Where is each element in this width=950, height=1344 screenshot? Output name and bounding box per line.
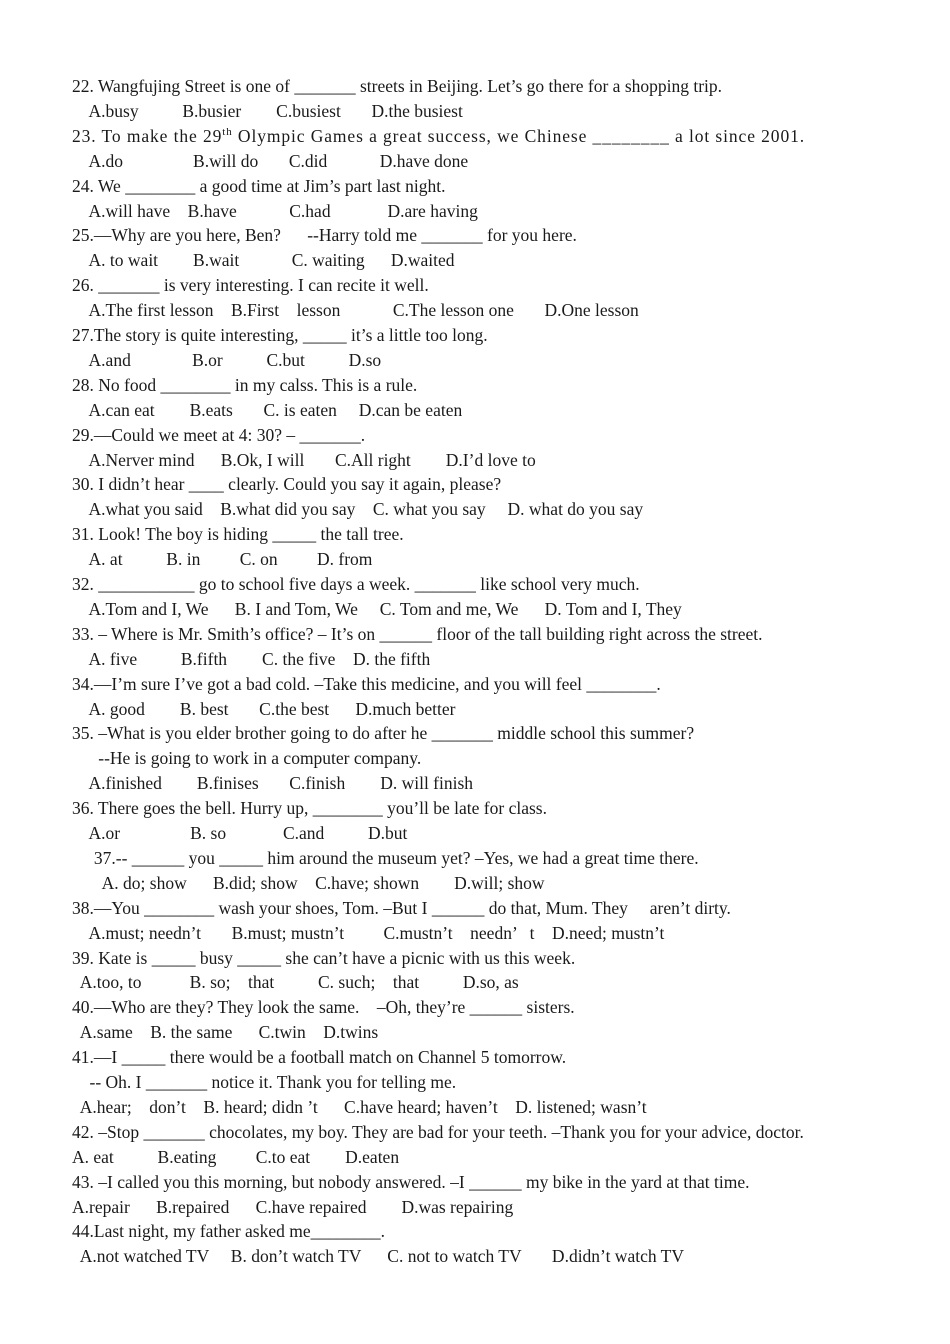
answer-options: A.busy B.busier C.busiest D.the busiest — [72, 100, 463, 121]
question-text: 22. Wangfujing Street is one of _______ streets in Beijing. Let’s go there for a shopping trip. — [72, 76, 723, 96]
answer-options: A.can eat B.eats C. is eaten D.can be eaten — [72, 399, 463, 420]
answer-options: A.The first lesson B.First lesson C.The lesson one D.One lesson — [72, 300, 639, 321]
question-text: 32. ___________ go to school five days a week. _______ like school very much. — [72, 574, 640, 594]
answer-options: A.must; needn’t B.must; mustn’t C.mustn’t needn’ t D.need; mustn’t — [72, 922, 665, 943]
question-text: 38.—You ________ wash your shoes, Tom. –But I ______ do that, Mum. They aren’t dirty. — [72, 897, 731, 918]
answer-options: A. good B. best C.the best D.much better — [72, 698, 456, 719]
question-text: 34.—I’m sure I’ve got a bad cold. –Take this medicine, and you will feel ________. — [72, 673, 661, 694]
question-text: 31. Look! The boy is hiding _____ the tall tree. — [72, 524, 404, 545]
answer-options: A. to wait B.wait C. waiting D.waited — [72, 250, 455, 271]
question-text-part: Olympic Games a great success, we Chinese ________ a lot since 2001. — [232, 125, 806, 146]
question-text: 26. _______ is very interesting. I can recite it well. — [72, 275, 429, 296]
question-text: 29.—Could we meet at 4: 30? – _______. — [72, 424, 366, 445]
answer-options: A. do; show B.did; show C.have; shown D.will; show — [72, 872, 545, 893]
answer-options: A.too, to B. so; that C. such; that D.so, as — [72, 972, 519, 993]
answer-options: A.hear; don’t B. heard; didn ’t C.have heard; haven’t D. listened; wasn’t — [72, 1096, 647, 1117]
question-text: 39. Kate is _____ busy _____ she can’t have a picnic with us this week. — [72, 947, 576, 968]
answer-options: A.will have B.have C.had D.are having — [72, 200, 478, 221]
question-text: 44.Last night, my father asked me________. — [72, 1221, 385, 1242]
answer-options: A.do B.will do C.did D.have done — [72, 150, 469, 171]
answer-options: A. at B. in C. on D. from — [72, 549, 373, 570]
question-text: 27.The story is quite interesting, _____ it’s a little too long. — [72, 325, 488, 345]
answer-options: A.and B.or C.but D.so — [72, 349, 382, 370]
question-text: 40.—Who are they? They look the same. –Oh, they’re ______ sisters. — [72, 997, 575, 1018]
answer-options: A. eat B.eating C.to eat D.eaten — [72, 1146, 400, 1167]
answer-options: A.same B. the same C.twin D.twins — [72, 1022, 379, 1043]
answer-options: A.finished B.finises C.finish D. will finish — [72, 773, 474, 794]
question-text: 30. I didn’t hear ____ clearly. Could you say it again, please? — [72, 474, 502, 495]
question-text: 35. –What is you elder brother going to do after he _______ middle school this summer? — [72, 723, 695, 744]
answer-options: A.what you said B.what did you say C. what you say D. what do you say — [72, 499, 644, 520]
answer-options: A.or B. so C.and D.but — [72, 823, 408, 843]
question-text-part: 23. To make the 29 — [72, 125, 223, 146]
question-text: 28. No food ________ in my calss. This is a rule. — [72, 374, 418, 395]
answer-options: A.Tom and I, We B. I and Tom, We C. Tom and me, We D. Tom and I, They — [72, 598, 682, 619]
question-text — [72, 124, 805, 148]
answer-options: A.Nerver mind B.Ok, I will C.All right D.I’d love to — [72, 449, 536, 470]
ordinal-superscript: th — [222, 125, 233, 138]
question-text: 33. – Where is Mr. Smith’s office? – It’s on ______ floor of the tall building right across the street. — [72, 623, 763, 644]
question-text: 36. There goes the bell. Hurry up, ________ you’ll be late for class. — [72, 798, 547, 819]
question-text: 24. We ________ a good time at Jim’s part last night. — [72, 175, 446, 196]
question-text: 37.-- ______ you _____ him around the museum yet? –Yes, we had a great time there. — [72, 847, 699, 868]
question-text: 42. –Stop _______ chocolates, my boy. They are bad for your teeth. –Thank you for your advice, doctor. — [72, 1121, 804, 1142]
question-text: 25.—Why are you here, Ben? --Harry told me _______ for you here. — [72, 225, 577, 246]
answer-options: A.repair B.repaired C.have repaired D.was repairing — [72, 1196, 514, 1217]
question-text: 43. –I called you this morning, but nobody answered. –I ______ my bike in the yard at that time. — [72, 1171, 750, 1192]
question-text-continued: -- Oh. I _______ notice it. Thank you for telling me. — [72, 1072, 457, 1092]
question-text-continued: --He is going to work in a computer company. — [72, 748, 422, 769]
question-text: 41.—I _____ there would be a football match on Channel 5 tomorrow. — [72, 1047, 567, 1068]
answer-options: A. five B.fifth C. the five D. the fifth — [72, 648, 431, 669]
answer-options: A.not watched TV B. don’t watch TV C. not to watch TV D.didn’t watch TV — [72, 1246, 684, 1267]
